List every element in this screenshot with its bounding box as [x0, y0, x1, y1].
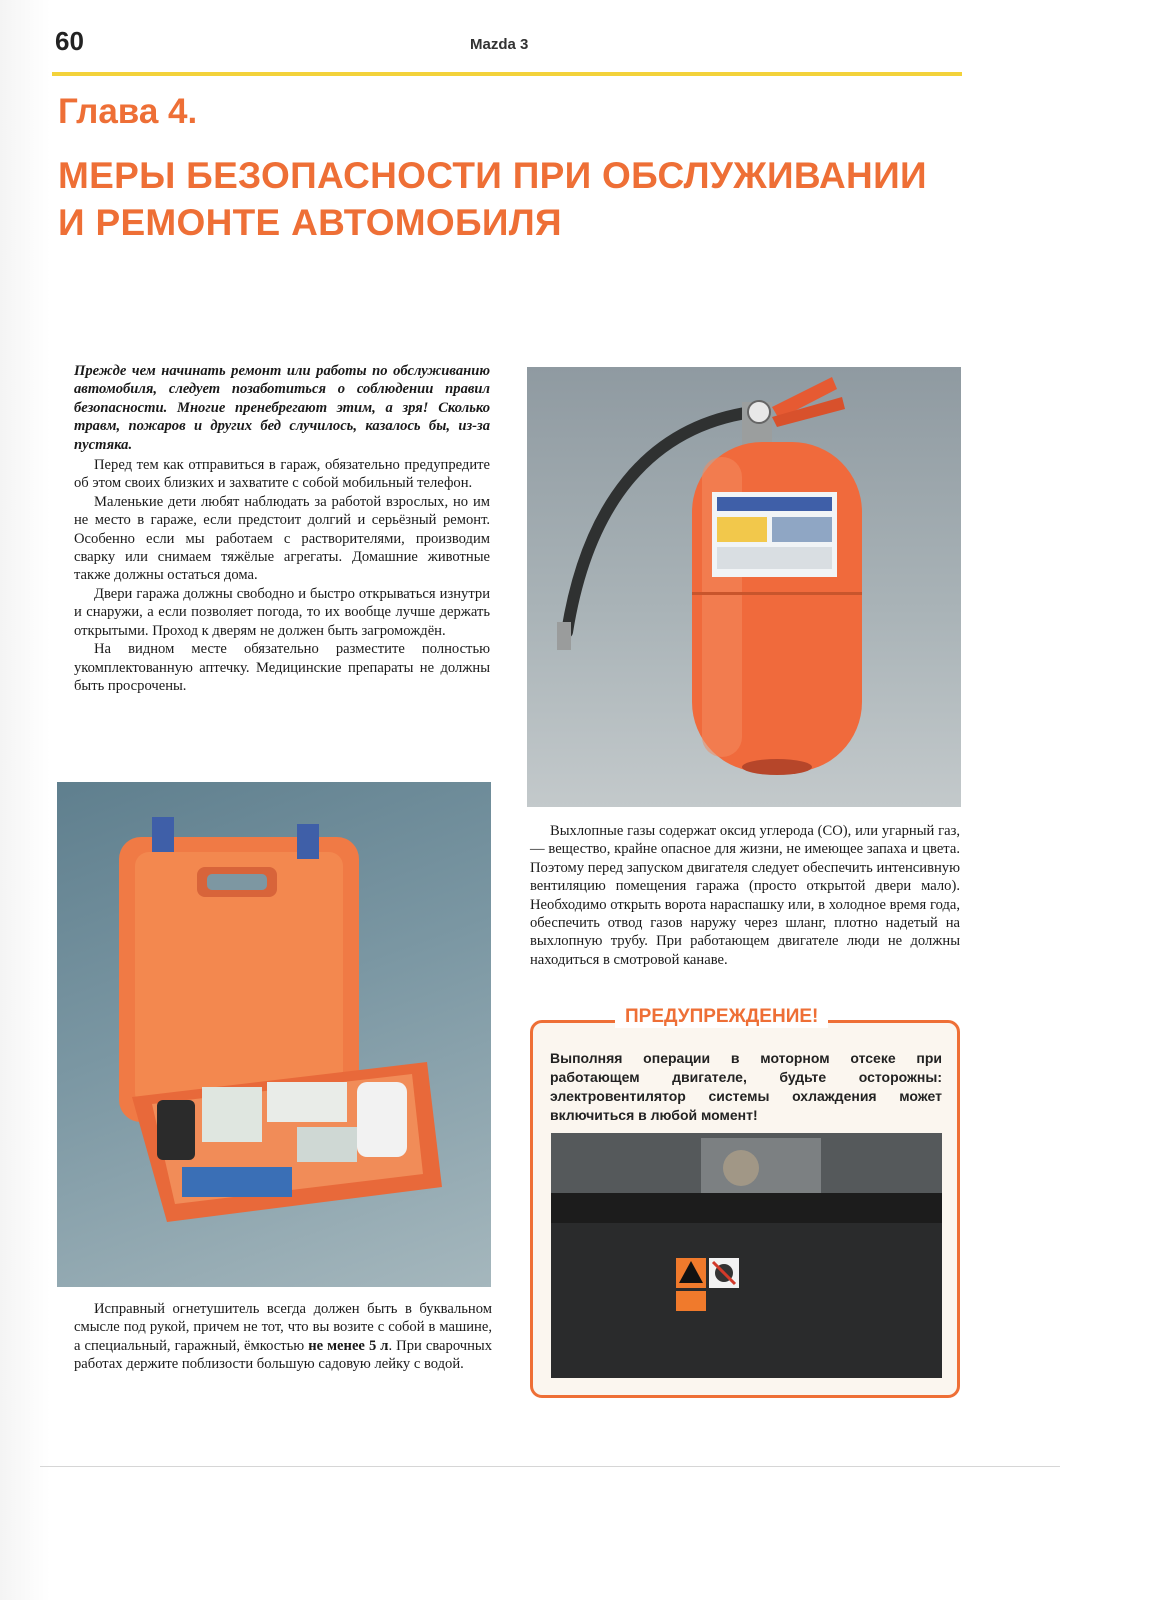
lead-paragraph: Прежде чем начинать ремонт или работы по обслуживанию автомобиля, следует позаботиться о соблюдении правил безопасности. Многие пренебрегают этим, а зря! Сколько травм, пожаров и других бед случилось, казалось бы, из-за пустяка. — [74, 363, 490, 453]
running-title: Mazda 3 — [470, 36, 529, 53]
first-aid-kit-illustration — [57, 782, 491, 1287]
paragraph: Выхлопные газы содержат оксид углерода (СО), или угарный газ, — вещество, крайне опасное для жизни, не имеющее запаха и цвета. Поэтому перед запуском двигателя следует обеспечить интенсивную вентиляцию помещения гаража (просто открытой двери мало). Необходимо открыть ворота нараспашку или, в холодное время года, обеспечить отвод газов наружу через шланг, плотно надетый на выхлопную трубу. При работающем двигателе люди не должны находиться в смотровой канаве. — [530, 823, 960, 968]
page-edge-shadow — [0, 0, 50, 1600]
fire-extinguisher-illustration — [527, 367, 961, 807]
header-rule — [52, 72, 962, 76]
chapter-title-line2: И РЕМОНТЕ АВТОМОБИЛЯ — [58, 202, 562, 243]
extinguisher-caption — [74, 1300, 492, 1374]
caption-text-b: . При сварочных работах держите поблизости большую садовую лейку с водой. — [74, 1337, 492, 1373]
chapter-label: Глава 4. — [58, 92, 198, 131]
page-number: 60 — [55, 26, 84, 56]
warning-title: ПРЕДУПРЕЖДЕНИЕ! — [615, 1006, 828, 1028]
engine-bay-illustration — [551, 1133, 942, 1378]
left-column — [74, 362, 490, 695]
first-aid-kit-photo — [57, 782, 491, 1287]
chapter-title-line1: МЕРЫ БЕЗОПАСНОСТИ ПРИ ОБСЛУЖИВАНИИ — [58, 155, 927, 196]
right-column — [530, 822, 960, 969]
chapter-title — [58, 152, 978, 246]
caption-text-a: Исправный огнетушитель всегда должен быть в буквальном смысле под рукой, причем не тот, что вы возите с собой в машине, а специальный, гаражный, ёмкостью — [74, 1301, 492, 1354]
paragraph: Двери гаража должны свободно и быстро открываться изнутри и снаружи, а если позволяет погода, то их вообще лучше держать открытыми. Проход к дверям не должен быть загромождён. — [74, 585, 490, 639]
fire-extinguisher-photo — [527, 367, 961, 807]
paragraph: Перед тем как отправиться в гараж, обязательно предупредите об этом своих близких и захватите с собой мобильный телефон. — [74, 457, 490, 492]
caption-text-bold: не менее 5 л — [308, 1337, 389, 1354]
engine-bay-photo — [551, 1133, 942, 1378]
paragraph: На видном месте обязательно разместите полностью укомплектованную аптечку. Медицинские препараты не должны быть просрочены. — [74, 641, 490, 694]
warning-text: Выполняя операции в моторном отсеке при работающем двигателе, будьте осторожны: электровентилятор системы охлаждения может включиться в любой момент! — [550, 1050, 942, 1123]
footer-rule — [40, 1466, 1060, 1467]
paragraph: Маленькие дети любят наблюдать за работой взрослых, но им не место в гараже, если предстоит долгий и серьёзный ремонт. Особенно если мы работаем с растворителями, производим сварку или снимаем тяжёлые агрегаты. Домашние животные также должны остаться дома. — [74, 493, 490, 584]
